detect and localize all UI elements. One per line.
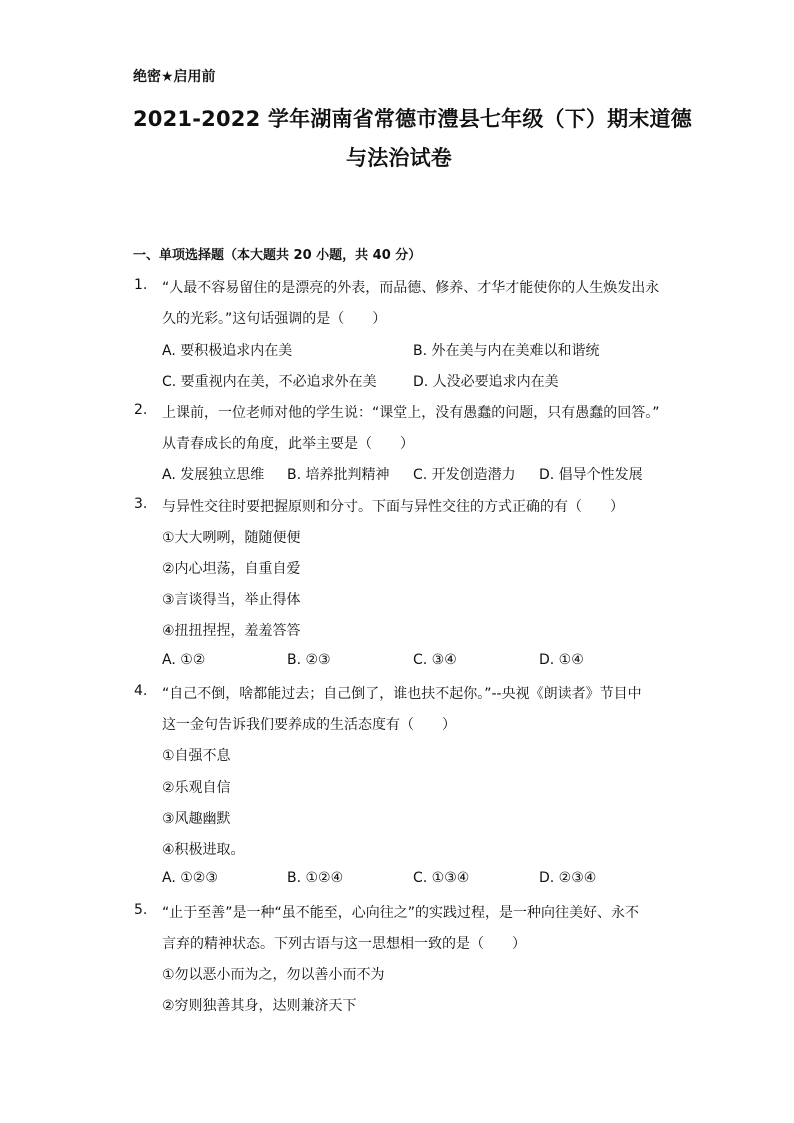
statement-item: ②穷则独善其身，达则兼济天下	[162, 998, 357, 1014]
option-c: C. ③④	[413, 652, 457, 668]
question-stem: “人最不容易留住的是漂亮的外表，而品德、修养、才华才能使你的人生焕发出永	[162, 280, 660, 296]
statement-item: ④扭扭捏捏，羞羞答答	[162, 623, 301, 639]
question-stem: 这一金句告诉我们要养成的生活态度有（ ）	[162, 717, 456, 733]
question-number: 2.	[134, 402, 148, 418]
option-d: D. 倡导个性发展	[539, 467, 643, 483]
option-a: A. ①②③	[162, 870, 218, 886]
statement-item: ②乐观自信	[162, 780, 231, 796]
question-number: 1.	[134, 277, 148, 293]
statement-item: ④积极进取。	[162, 842, 245, 858]
option-b: B. ②③	[287, 652, 331, 668]
option-c: C. 要重视内在美，不必追求外在美	[162, 374, 377, 390]
option-d: D. 人没必要追求内在美	[413, 374, 559, 390]
question-stem: 上课前，一位老师对他的学生说：“课堂上，没有愚蠢的问题，只有愚蠢的回答。”	[162, 405, 660, 421]
question-stem: 言弃的精神状态。下列古语与这一思想相一致的是（ ）	[162, 936, 526, 952]
question-stem: “自己不倒，啥都能过去；自己倒了，谁也扶不起你。”--央视《朗读者》节目中	[162, 686, 642, 702]
question-stem: 与异性交往时要把握原则和分寸。下面与异性交往的方式正确的有（ ）	[162, 499, 624, 515]
option-a: A. 要积极追求内在美	[162, 343, 293, 359]
statement-item: ③言谈得当，举止得体	[162, 592, 301, 608]
section-heading: 一、单项选择题（本大题共 20 小题，共 40 分）	[133, 248, 422, 263]
question-number: 3.	[134, 496, 148, 512]
option-c: C. 开发创造潜力	[413, 467, 516, 483]
question-number: 4.	[134, 683, 148, 699]
option-d: D. ①④	[539, 652, 584, 668]
option-b: B. 外在美与内在美难以和谐统	[413, 343, 600, 359]
exam-title-line1: 2021-2022 学年湖南省常德市澧县七年级（下）期末道德	[133, 107, 692, 131]
statement-item: ①大大咧咧，随随便便	[162, 530, 301, 546]
statement-item: ①勿以恶小而为之，勿以善小而不为	[162, 967, 385, 983]
question-stem: “止于至善”是一种“虽不能至，心向往之”的实践过程，是一种向往美好、永不	[162, 905, 640, 921]
option-a: A. ①②	[162, 652, 206, 668]
exam-title-line2: 与法治试卷	[346, 146, 452, 170]
statement-item: ①自强不息	[162, 748, 231, 764]
option-a: A. 发展独立思维	[162, 467, 265, 483]
question-number: 5.	[134, 902, 148, 918]
option-c: C. ①③④	[413, 870, 470, 886]
option-d: D. ②③④	[539, 870, 597, 886]
secret-label: 绝密★启用前	[133, 69, 216, 85]
option-b: B. ①②④	[287, 870, 344, 886]
question-stem: 从青春成长的角度，此举主要是（ ）	[162, 436, 414, 452]
statement-item: ③风趣幽默	[162, 811, 231, 827]
question-stem: 久的光彩。”这句话强调的是（ ）	[162, 311, 387, 327]
statement-item: ②内心坦荡，自重自爱	[162, 561, 301, 577]
option-b: B. 培养批判精神	[287, 467, 390, 483]
